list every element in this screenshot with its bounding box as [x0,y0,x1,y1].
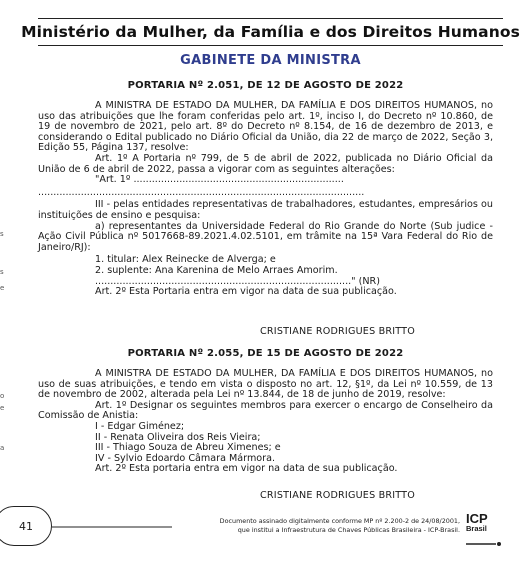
portaria-1-title: PORTARIA Nº 2.051, DE 12 DE AGOSTO DE 2022 [127,80,404,91]
margin-fragment: o [0,392,5,400]
margin-fragment: s [0,268,4,276]
ministry-title: Ministério da Mulher, da Família e dos Direitos Humanos [21,23,520,41]
margin-fragment: s [0,230,4,238]
portaria-1-signature: CRISTIANE RODRIGUES BRITTO [260,326,415,337]
icp-brasil-logo [466,512,504,546]
portaria-2-member-3: III - Thiago Souza de Abreu Ximenes; e [95,442,281,454]
section-title: GABINETE DA MINISTRA [180,53,361,68]
page-number: 41 [0,506,52,546]
portaria-2-member-2: II - Renata Oliveira dos Reis Vieira; [95,431,261,443]
portaria-2-member-4: IV - Sylvio Edoardo Câmara Mármora. [95,452,276,464]
portaria-1-body [38,101,493,298]
portaria-1-item-2: 2. suplente: Ana Karenina de Melo Arraes Amorim. [95,264,338,276]
portaria-2-body [38,369,493,475]
icp-logo-bottom: Brasil [466,524,487,533]
portaria-1-item-1: 1. titular: Alex Reinecke de Alverga; e [95,254,276,266]
footer-rule [52,526,172,528]
portaria-1-preamble: A MINISTRA DE ESTADO DA MULHER, DA FAMÍLIA E DOS DIREITOS HUMANOS, no uso das atribuições que lhe foram conferidas pelo art. 1º, inciso I, do Decreto nº 10.860, de 19 de novembro de 2021, pelo art. 8º do Decreto nº 8.154, de 16 de dezembro de 2013, e considerando o Edital publicado no Diário Oficial da União, dia 22 de março de 2022, Seção 3, Edição 55, Página 137, resolve: [38,100,493,154]
portaria-2-art2: Art. 2º Esta portaria entra em vigor na data de sua publicação. [95,463,398,475]
portaria-2-signature: CRISTIANE RODRIGUES BRITTO [260,490,415,501]
digital-signature-notice [170,517,460,535]
portaria-1-quote-start: "Art. 1º ..................................................................... [95,175,344,186]
portaria-2-art1: Art. 1º Designar os seguintes membros para exercer o encargo de Conselheiro da Comissão de Anistia: [38,399,493,422]
portaria-1-quote-end: ...................................................................................." (NR) [95,276,380,287]
footer-line-1: Documento assinado digitalmente conforme MP nº 2.200-2 de 24/08/2001, [219,517,460,525]
icp-logo-mark-icon [466,540,502,548]
portaria-1-alinea-a: a) representantes da Universidade Federal do Rio Grande do Norte (Sub judice - Ação Civil Pública nº 5017668-89.2021.4.02.5101, em trâmite na 15ª Vara Federal do Rio de Janeiro/RJ): [38,220,493,253]
portaria-2-title: PORTARIA Nº 2.055, DE 15 DE AGOSTO DE 2022 [127,348,404,359]
portaria-1-art1: Art. 1º A Portaria nº 799, de 5 de abril de 2022, publicada no Diário Oficial da União de 6 de abril de 2022, passa a vigorar com as seguintes alterações: [38,152,493,175]
page-footer [0,506,520,552]
ministry-header [21,18,520,46]
portaria-2-preamble: A MINISTRA DE ESTADO DA MULHER, DA FAMÍLIA E DOS DIREITOS HUMANOS, no uso de suas atribuições, e tendo em vista o disposto no art. 12, §1º, da Lei nº 10.559, de 13 de novembro de 2002, alterada pela Lei nº 13.844, de 18 de junho de 2019, resolve: [38,368,493,401]
margin-fragment: a [0,444,5,452]
portaria-1-inciso-3: III - pelas entidades representativas de trabalhadores, estudantes, empresários ou instituições de ensino e pesquisa: [38,199,493,221]
icp-logo-top: ICP [466,511,488,526]
portaria-1-art2: Art. 2º Esta Portaria entra em vigor na data de sua publicação. [95,286,397,298]
portaria-2-member-1: I - Edgar Giménez; [95,420,185,432]
left-margin-fragments [0,0,10,572]
margin-fragment: e [0,284,5,292]
portaria-1-dots: ........................................................................................................... [38,187,365,198]
footer-line-2: que institui a Infraestrutura de Chaves Públicas Brasileira - ICP-Brasil. [237,526,460,534]
margin-fragment: e [0,404,5,412]
